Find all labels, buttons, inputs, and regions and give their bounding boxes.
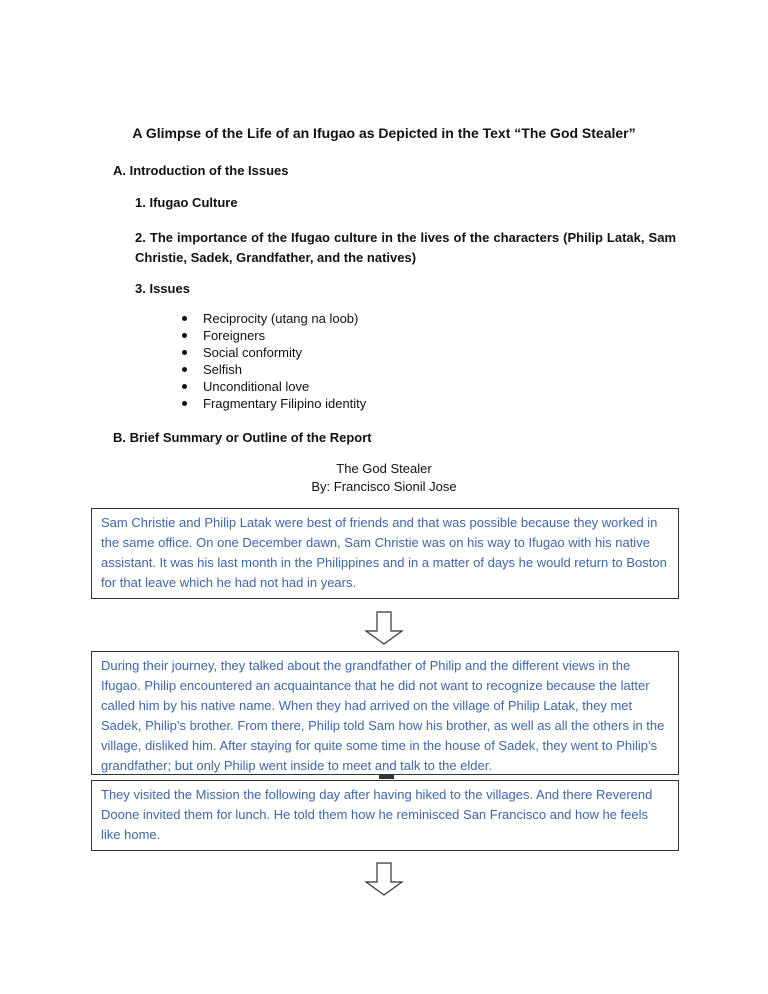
issue-label: Foreigners bbox=[203, 328, 266, 343]
bullet-icon bbox=[182, 367, 187, 372]
bullet-icon bbox=[182, 384, 187, 389]
section-a-heading: A. Introduction of the Issues bbox=[113, 163, 289, 178]
bullet-icon bbox=[182, 401, 187, 406]
story-title: The God Stealer bbox=[336, 461, 432, 476]
down-arrow-icon bbox=[364, 611, 404, 645]
list-item bbox=[182, 344, 366, 361]
issue-label: Reciprocity (utang na loob) bbox=[203, 311, 359, 326]
summary-box-2: During their journey, they talked about the grandfather of Philip and the different views in the Ifugao. Philip encountered an acquaintance that he did not want to recognize because the latter called him by his native name. When they had arrived on the village of Philip Latak, they met Sadek, Philip’s brother. From there, Philip told Sam how his brother, as well as all the others in the village, disliked him. After staying for quite some time in the house of Sadek, they went to Philip’s grandfather; but only Philip went inside to meet and talk to the elder. bbox=[91, 651, 679, 775]
down-arrow-icon bbox=[364, 862, 404, 896]
connector-arrow-stub bbox=[379, 774, 394, 779]
bullet-icon bbox=[182, 316, 187, 321]
subheading-importance: 2. The importance of the Ifugao culture in the lives of the characters (Philip Latak, Sam Christie, Sadek, Grandfather, and the natives) bbox=[135, 230, 676, 265]
list-item bbox=[182, 310, 366, 327]
summary-box-1: Sam Christie and Philip Latak were best of friends and that was possible because they worked in the same office. On one December dawn, Sam Christie was on his way to Ifugao with his native assistant. It was his last month in the Philippines and in a matter of days he would return to Boston for that leave which he had not had in years. bbox=[91, 508, 679, 599]
issue-label: Social conformity bbox=[203, 345, 302, 360]
issues-list bbox=[182, 310, 366, 412]
summary-box-3: They visited the Mission the following day after having hiked to the villages. And there Reverend Doone invited them for lunch. He told them how he reminisced San Francisco and how he feels like home. bbox=[91, 780, 679, 851]
list-item bbox=[182, 395, 366, 412]
issue-label: Selfish bbox=[203, 362, 243, 377]
story-author: By: Francisco Sionil Jose bbox=[311, 479, 457, 494]
issue-label: Unconditional love bbox=[203, 379, 310, 394]
section-b-heading: B. Brief Summary or Outline of the Report bbox=[113, 430, 372, 445]
document-title: A Glimpse of the Life of an Ifugao as Depicted in the Text “The God Stealer” bbox=[132, 125, 636, 141]
list-item bbox=[182, 378, 366, 395]
bullet-icon bbox=[182, 333, 187, 338]
subheading-ifugao-culture: 1. Ifugao Culture bbox=[135, 195, 238, 210]
issue-label: Fragmentary Filipino identity bbox=[203, 396, 367, 411]
bullet-icon bbox=[182, 350, 187, 355]
subheading-issues: 3. Issues bbox=[135, 281, 190, 296]
list-item bbox=[182, 327, 366, 344]
list-item bbox=[182, 361, 366, 378]
